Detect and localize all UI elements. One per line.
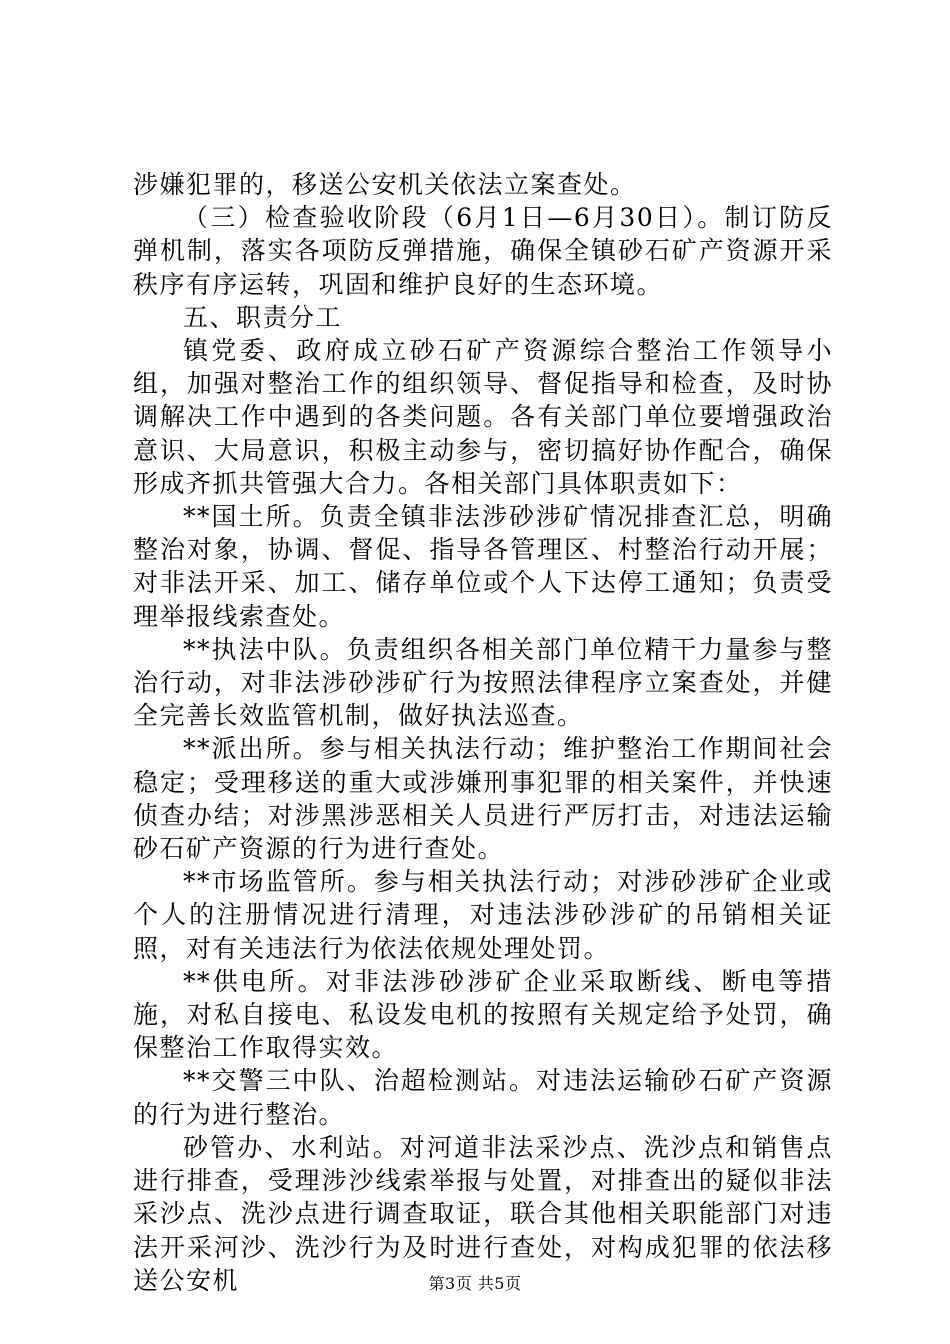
paragraph-traffic-police: **交警三中队、治超检测站。对违法运输砂石矿产资源的行为进行整治。 xyxy=(133,1066,833,1129)
section-heading-responsibilities: 五、职责分工 xyxy=(183,302,343,332)
paragraph-land-office: **国土所。负责全镇非法涉砂涉矿情况排查汇总，明确整治对象，协调、督促、指导各管理区、村整治行动开展；对非法开采、加工、储存单位或个人下达停工通知；负责受理举报线索查处。 xyxy=(133,502,833,631)
page-number-footer: 第3页 共5页 xyxy=(428,1274,522,1293)
paragraph-inspection-stage: （三）检查验收阶段（6月1日—6月30日）。制订防反弹机制，落实各项防反弹措施，确保全镇砂石矿产资源开采秩序有序运转，巩固和维护良好的生态环境。 xyxy=(133,203,833,299)
paragraph-continuation: 涉嫌犯罪的，移送公安机关依法立案查处。 xyxy=(133,170,637,199)
paragraph-power-supply: **供电所。对非法涉砂涉矿企业采取断线、断电等措施，对私自接电、私设发电机的按照有关规定给予处罚，确保整治工作取得实效。 xyxy=(133,966,833,1063)
document-body xyxy=(133,168,833,1297)
paragraph-police-station: **派出所。参与相关执法行动；维护整治工作期间社会稳定；受理移送的重大或涉嫌刑事犯罪的相关案件，并快速侦查办结；对涉黑涉恶相关人员进行严厉打击，对违法运输砂石矿产资源的行为进行查处。 xyxy=(133,734,833,864)
paragraph-sand-management: 砂管办、水利站。对河道非法采沙点、洗沙点和销售点进行排查，受理涉沙线索举报与处置，对排查出的疑似非法采沙点、洗沙点进行调查取证，联合其他相关职能部门对违法开采河沙、洗沙行为及时进行查处，对构成犯罪的依法移送公安机 xyxy=(133,1132,833,1295)
paragraph-law-enforcement-team: **执法中队。负责组织各相关部门单位精干力量参与整治行动，对非法涉砂涉矿行为按照法律程序立案查处，并健全完善长效监管机制，做好执法巡查。 xyxy=(133,634,833,731)
paragraph-market-supervision: **市场监管所。参与相关执法行动；对涉砂涉矿企业或个人的注册情况进行清理，对违法涉砂涉矿的吊销相关证照，对有关违法行为依法依规处理处罚。 xyxy=(133,867,833,963)
paragraph-leadership-group: 镇党委、政府成立砂石矿产资源综合整治工作领导小组，加强对整治工作的组织领导、督促指导和检查，及时协调解决工作中遇到的各类问题。各有关部门单位要增强政治意识、大局意识，积极主动参与，密切搞好协作配合，确保形成齐抓共管强大合力。各相关部门具体职责如下： xyxy=(133,336,833,498)
